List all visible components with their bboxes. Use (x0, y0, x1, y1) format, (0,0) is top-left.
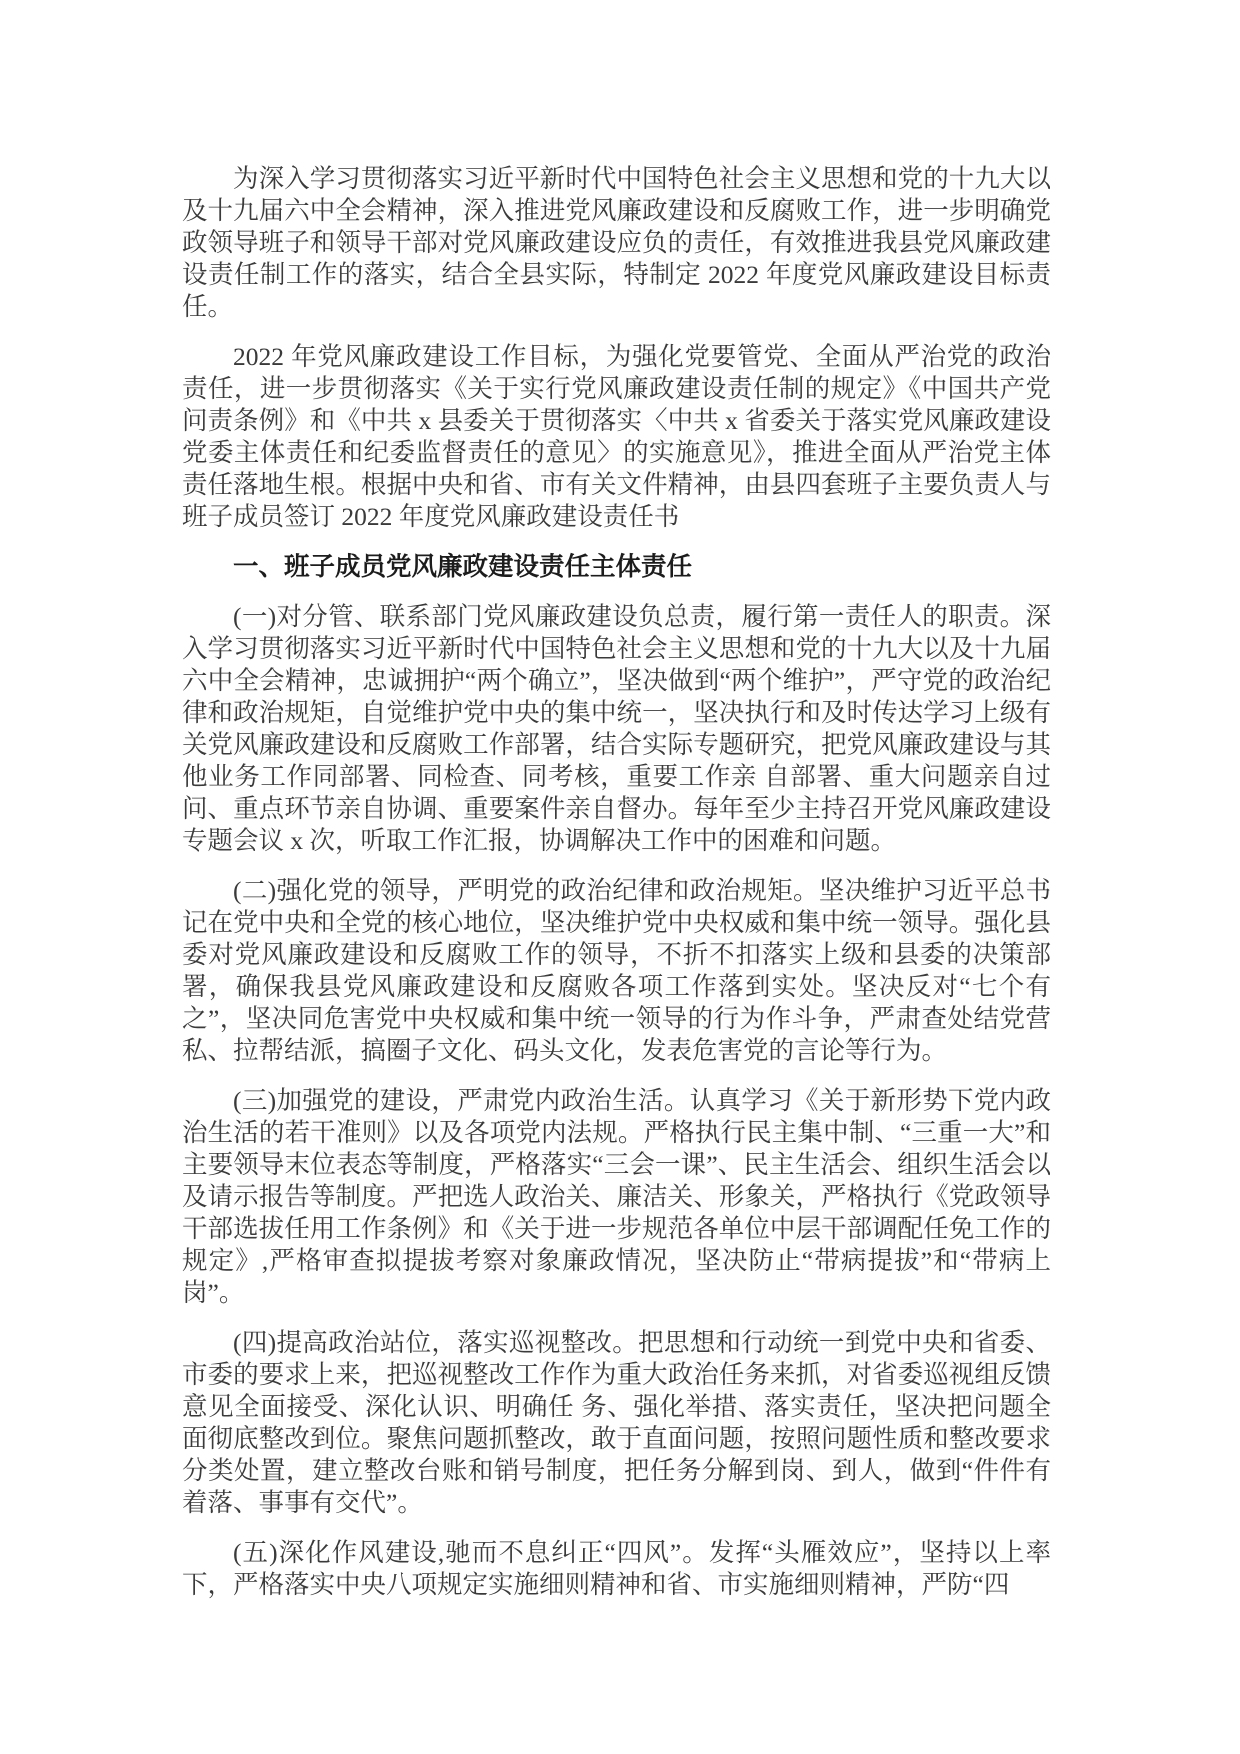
body-paragraph: (一)对分管、联系部门党风廉政建设负总责，履行第一责任人的职责。深入学习贯彻落实习近平新时代中国特色社会主义思想和党的十九大以及十九届六中全会精神，忠诚拥护“两个确立”，坚决做到“两个维护”，严守党的政治纪律和政治规矩，自觉维护党中央的集中统一，坚决执行和及时传达学习上级有关党风廉政建设和反腐败工作部署，结合实际专题研究，把党风廉政建设与其他业务工作同部署、同检查、同考核，重要工作亲 自部署、重大问题亲自过问、重点环节亲自协调、重要案件亲自督办。每年至少主持召开党风廉政建设专题会议 x 次，听取工作汇报，协调解决工作中的困难和问题。 (182, 602, 1051, 855)
body-paragraph: (五)深化作风建设,驰而不息纠正“四风”。发挥“头雁效应”，坚持以上率下，严格落实中央八项规定实施细则精神和省、市实施细则精神，严防“四 (182, 1538, 1051, 1599)
body-paragraph: (三)加强党的建设，严肃党内政治生活。认真学习《关于新形势下党内政治生活的若干准则》以及各项党内法规。严格执行民主集中制、“三重一大”和主要领导末位表态等制度，严格落实“三会一课”、民主生活会、组织生活会以及请示报告等制度。严把选人政治关、廉洁关、形象关，严格执行《党政领导干部选拔任用工作条例》和《关于进一步规范各单位中层干部调配任免工作的规定》,严格审查拟提拔考察对象廉政情况，坚决防止“带病提拔”和“带病上岗”。 (182, 1086, 1051, 1307)
body-paragraph: (四)提高政治站位，落实巡视整改。把思想和行动统一到党中央和省委、市委的要求上来，把巡视整改工作作为重大政治任务来抓，对省委巡视组反馈意见全面接受、深化认识、明确任 务、强化举措、落实责任，坚决把问题全面彻底整改到位。聚焦问题抓整改，敢于直面问题，按照问题性质和整改要求分类处置，建立整改台账和销号制度，把任务分解到岗、到人，做到“件件有着落、事事有交代”。 (182, 1328, 1051, 1517)
body-paragraph: (二)强化党的领导，严明党的政治纪律和政治规矩。坚决维护习近平总书记在党中央和全党的核心地位，坚决维护党中央权威和集中统一领导。强化县委对党风廉政建设和反腐败工作的领导，不折不扣落实上级和县委的决策部署，确保我县党风廉政建设和反腐败各项工作落到实处。坚决反对“七个有之”，坚决同危害党中央权威和集中统一领导的行为作斗争，严肃查处结党营私、拉帮结派，搞圈子文化、码头文化，发表危害党的言论等行为。 (182, 876, 1051, 1065)
body-paragraph: 2022 年党风廉政建设工作目标，为强化党要管党、全面从严治党的政治责任，进一步贯彻落实《关于实行党风廉政建设责任制的规定》《中国共产党问责条例》和《中共 x 县委关于贯彻落实〈中共 x 省委关于落实党风廉政建设党委主体责任和纪委监督责任的意见〉的实施意见》，推进全面从严治党主体责任落地生根。根据中央和省、市有关文件精神，由县四套班子主要负责人与班子成员签订 2022 年度党风廉政建设责任书 (182, 342, 1051, 531)
body-paragraph: 为深入学习贯彻落实习近平新时代中国特色社会主义思想和党的十九大以及十九届六中全会精神，深入推进党风廉政建设和反腐败工作，进一步明确党政领导班子和领导干部对党风廉政建设应负的责任，有效推进我县党风廉政建设责任制工作的落实，结合全县实际，特制定 2022 年度党风廉政建设目标责任。 (182, 164, 1051, 321)
section-heading: 一、班子成员党风廉政建设责任主体责任 (233, 552, 693, 581)
document-body (182, 163, 1051, 1619)
